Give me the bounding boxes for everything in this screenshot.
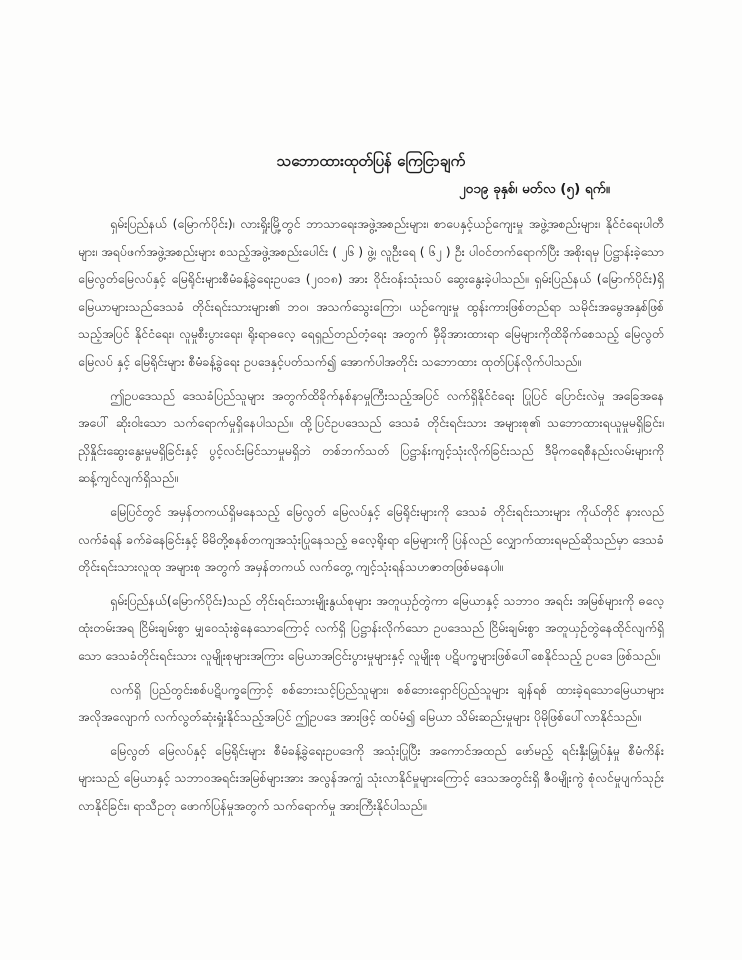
document-title: သဘောထားထုတ်ပြန် ကြေငြာချက် [276, 152, 466, 170]
document-body [78, 210, 664, 930]
paragraph-2: ဤဥပဒေသည် ဒေသခံပြည်သူများ အတွက်ထိခိုက်နစ်နာမှုကြီးသည့်အပြင် လက်ရှိနိုင်ငံရေး ပြုပြင် ပြောင်းလဲမှု အခြေအနေအပေါ် ဆိုးဝါးသော သက်ရောက်မှုရှိနေပါသည်။ ထို့ပြင်ဥပဒေသည် ဒေသခံ တိုင်းရင်းသား အများစု၏ သဘောထားရယူမှုမရှိခြင်း၊ ညှိနှိုင်းဆွေးနွေးမှုမရှိခြင်းနှင့် ပွင့်လင်းမြင်သာမှုမရှိဘဲ တစ်ဘက်သတ် ပြဋ္ဌာန်းကျင့်သုံးလိုက်ခြင်းသည် ဒီမိုကရေစီနည်းလမ်းများကို ဆန့်ကျင်လျက်ရှိသည်။ [78, 387, 664, 486]
paragraph-1: ရှမ်းပြည်နယ် (မြောက်ပိုင်း)၊ လားရှိုးမြို့တွင် ဘာသာရေးအဖွဲ့အစည်းများ၊ စာပေနှင့်ယဉ်ကျေးမှု အဖွဲ့အစည်းများ၊ နိုင်ငံရေးပါတီများ၊ အရပ်ဖက်အဖွဲ့အစည်းများ စသည့်အဖွဲ့အစည်းပေါင်း ( ၂၆ ) ဖွဲ့၊ လူဦးရေ ( ၆၂ ) ဦး ပါဝင်တက်ရောက်ပြီး အစိုးရမှ ပြဋ္ဌာန်းခဲ့သော မြေလွတ်မြေလပ်နှင့် မြေရိုင်းများစီမံခန့်ခွဲရေးဥပဒေ (၂၀၁၈) အား ဝိုင်းဝန်းသုံးသပ် ဆွေးနွေးခဲ့ပါသည်။ ရှမ်းပြည်နယ် (မြောက်ပိုင်း)ရှိ မြေယာများသည်ဒေသခံ တိုင်းရင်းသားများ၏ ဘဝ၊ အသက်သွေးကြော၊ ယဉ်ကျေးမှု ထွန်းကားဖြစ်တည်ရာ သမိုင်းအမွေအနှစ်ဖြစ်သည့်အပြင် နိုင်ငံရေး၊ လူမှုစီးပွားရေး၊ ရိုးရာဓလေ့ ရေရှည်တည်တံ့ရေး အတွက် မှီခိုအားထားရာ မြေများကိုထိခိုက်စေသည့် မြေလွတ် မြေလပ် နှင့် မြေရိုင်းများ စီမံခန့်ခွဲရေး ဥပဒေနှင့်ပတ်သက်၍ အောက်ပါအတိုင်း သဘောထား ထုတ်ပြန်လိုက်ပါသည်။ [78, 216, 664, 369]
document-date: ၂၀၁၉ ခုနှစ်၊ မတ်လ (၅) ရက်။ [458, 181, 610, 197]
paragraph-5: လက်ရှိ ပြည်တွင်းစစ်ပဋိပက္ခကြောင့် စစ်ဘေးသင့်ပြည်သူများ၊ စစ်ဘေးရှောင်ပြည်သူများ ချန်ရစ် ထားခဲ့ရသောမြေယာများ အလိုအလျောက် လက်လွတ်ဆုံးရှုံးနိုင်သည့်အပြင် ဤဥပဒေ အားဖြင့် ထပ်မံ၍ မြေယာ သိမ်းဆည်းမှုများ ပိုမိုဖြစ်ပေါ်လာနိုင်သည်။ [78, 681, 664, 725]
paragraph-6: မြေလွတ် မြေလပ်နှင့် မြေရိုင်းများ စီမံခန့်ခွဲရေးဥပဒေကို အသုံးပြုပြီး အကောင်အထည် ဖော်မည့် ရင်းနှီးမြှုပ်နှံမှု စီမံကိန်းများသည် မြေယာနှင့် သဘာဝအရင်းအမြစ်များအား အလွန်အကျွံ သုံးလာနိုင်မှုများကြောင့် ဒေသအတွင်းရှိ ဇီဝမျိုးကွဲ စုံလင်မှုပျက်သုဉ်းလာနိုင်ခြင်း၊ ရာသီဥတု ဖောက်ပြန်မှုအတွက် သက်ရောက်မှု အားကြီးနိုင်ပါသည်။ [78, 742, 664, 813]
document-header [0, 150, 742, 210]
paragraph-3: မြေပြင်တွင် အမှန်တကယ်ရှိမနေသည့် မြေလွတ် မြေလပ်နှင့် မြေရိုင်းများကို ဒေသခံ တိုင်းရင်းသားများ ကိုယ်တိုင် နားလည်လက်ခံရန် ခက်ခဲနေခြင်းနှင့် မိမိတို့စနစ်တကျအသုံးပြုနေသည့် ဓလေ့ရိုးရာ မြေများကို ပြန်လည် လျှောက်ထားရမည်ဆိုသည်မှာ ဒေသခံတိုင်းရင်းသားလူထု အများစု အတွက် အမှန်တကယ် လက်တွေ့ ကျင့်သုံးရန်သဟဇာတဖြစ်မနေပါ။ [78, 503, 664, 575]
paragraph-4: ရှမ်းပြည်နယ်(မြောက်ပိုင်း)သည် တိုင်းရင်းသားမျိုးနွယ်စုများ အတူယှဉ်တွဲကာ မြေယာနှင့် သဘာဝ အရင်း အမြစ်များကို ဓလေ့ထုံးတမ်းအရ ငြိမ်းချမ်းစွာ မျှဝေသုံးစွဲနေသောကြောင့် လက်ရှိ ပြဋ္ဌာန်းလိုက်သော ဥပဒေသည် ငြိမ်းချမ်းစွာ အတူယှဉ်တွဲနေထိုင်လျက်ရှိသော ဒေသခံတိုင်းရင်းသား လူမျိုးစုများအကြား မြေယာအငြင်းပွားမှုများနှင့် လူမျိုးစု ပဋိပက္ခများဖြစ်ပေါ်စေနိုင်သည့် ဥပဒေ ဖြစ်သည်။ [78, 592, 664, 663]
